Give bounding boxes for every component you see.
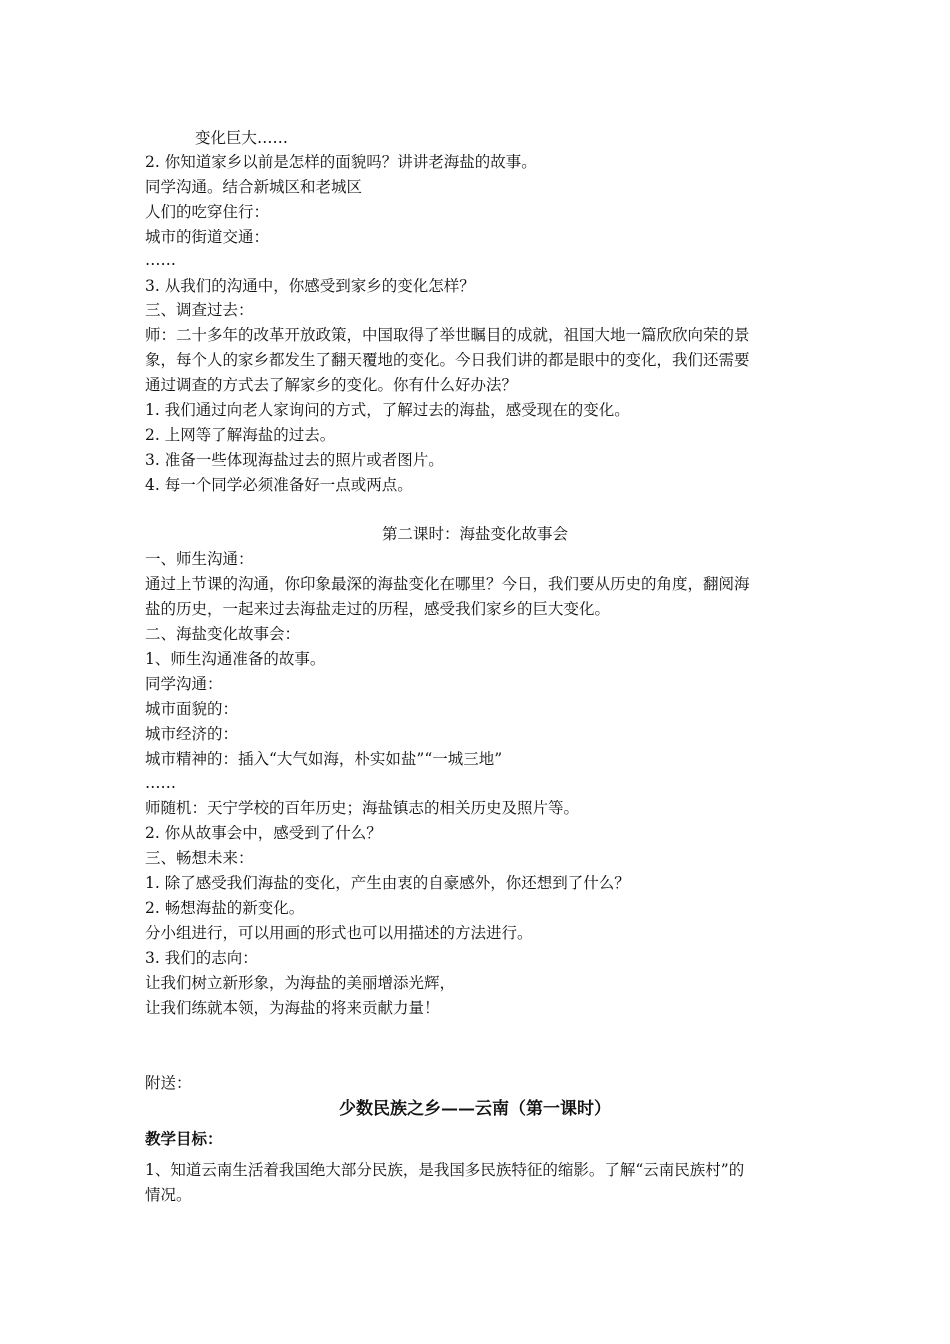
text-line: 1、知道云南生活着我国绝大部分民族，是我国多民族特征的缩影。了解“云南民族村”的 xyxy=(145,1161,745,1179)
list-item: 2. 上网等了解海盐的过去。 xyxy=(145,426,336,444)
list-item: 2. 畅想海盐的新变化。 xyxy=(145,899,305,917)
list-item: 2. 你从故事会中，感受到了什么？ xyxy=(145,824,382,842)
text-line: 让我们练就本领，为海盐的将来贡献力量！ xyxy=(145,999,440,1017)
section-heading: 三、畅想未来： xyxy=(145,849,254,867)
text-line: 同学沟通。结合新城区和老城区 xyxy=(145,178,363,196)
appendix-title: 少数民族之乡——云南（第一课时） xyxy=(339,1099,611,1119)
objectives-heading: 教学目标： xyxy=(145,1129,223,1148)
text-line: 通过调查的方式去了解家乡的变化。你有什么好办法？ xyxy=(145,376,518,394)
text-line: 师随机：天宁学校的百年历史；海盐镇志的相关历史及照片等。 xyxy=(145,799,580,817)
text-line: 3. 从我们的沟通中，你感受到家乡的变化怎样？ xyxy=(145,277,475,295)
text-line: 城市的街道交通： xyxy=(145,228,270,246)
section-heading: 二、海盐变化故事会： xyxy=(145,625,301,643)
appendix-label: 附送： xyxy=(145,1074,192,1092)
text-line: …… xyxy=(145,251,176,269)
text-line: 变化巨大…… xyxy=(195,129,289,147)
list-item: 3. 准备一些体现海盐过去的照片或者图片。 xyxy=(145,451,444,469)
text-line: 情况。 xyxy=(145,1186,192,1204)
list-item: 1、师生沟通准备的故事。 xyxy=(145,650,326,668)
text-line: 城市精神的：插入“大气如海，朴实如盐”“一城三地” xyxy=(145,750,503,768)
text-line: 城市面貌的： xyxy=(145,700,239,718)
list-item: 1. 除了感受我们海盐的变化，产生由衷的自豪感外，你还想到了什么？ xyxy=(145,874,630,892)
text-line: 城市经济的： xyxy=(145,725,239,743)
list-item: 3. 我们的志向： xyxy=(145,949,258,967)
list-item: 1. 我们通过向老人家询问的方式，了解过去的海盐，感受现在的变化。 xyxy=(145,401,630,419)
section-heading: 三、调查过去： xyxy=(145,301,254,319)
text-line: 分小组进行，可以用画的形式也可以用描述的方法进行。 xyxy=(145,924,533,942)
text-line: 2. 你知道家乡以前是怎样的面貌吗？讲讲老海盐的故事。 xyxy=(145,153,537,171)
text-line: 同学沟通： xyxy=(145,675,223,693)
text-line: 盐的历史，一起来过去海盐走过的历程，感受我们家乡的巨大变化。 xyxy=(145,600,611,618)
lesson-title: 第二课时：海盐变化故事会 xyxy=(381,525,568,543)
list-item: 4. 每一个同学必须准备好一点或两点。 xyxy=(145,476,413,494)
text-line: 师：二十多年的改革开放政策，中国取得了举世瞩目的成就，祖国大地一篇欣欣向荣的景 xyxy=(145,326,750,344)
text-line: 通过上节课的沟通，你印象最深的海盐变化在哪里？今日，我们要从历史的角度，翻阅海 xyxy=(145,575,750,593)
text-line: 象，每个人的家乡都发生了翻天覆地的变化。今日我们讲的都是眼中的变化，我们还需要 xyxy=(145,351,750,369)
section-heading: 一、师生沟通： xyxy=(145,550,254,568)
text-line: 让我们树立新形象，为海盐的美丽增添光辉， xyxy=(145,974,456,992)
text-line: …… xyxy=(145,774,176,792)
text-line: 人们的吃穿住行： xyxy=(145,203,270,221)
